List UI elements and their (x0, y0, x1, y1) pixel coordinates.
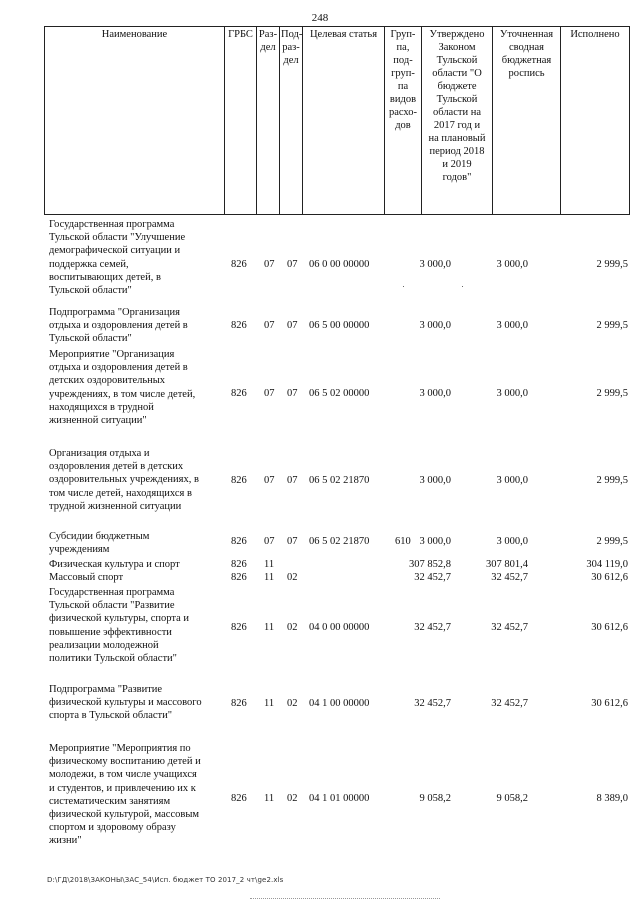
row-razdel: 11 (264, 622, 275, 633)
row-podrazdel: 07 (287, 320, 298, 331)
row-executed: 30 612,6 (591, 572, 628, 583)
row-executed: 2 999,5 (596, 475, 628, 486)
row-specified: 32 452,7 (491, 698, 528, 709)
row-razdel: 07 (264, 388, 275, 399)
row-name: Организация отдыха и оздоровления детей в детских оздоровительных учреждениях, в том числе детей, находящихся в трудной жизненной ситуации (49, 448, 199, 512)
row-name: Мероприятие "Мероприятия по физическому воспитанию детей и молодежи, в том числе учащихся и студентов, и привлечению их к систематическим занятиям физической культурой, массовым спортом и здоровому образу жизни" (49, 743, 201, 847)
row-razdel: 11 (264, 793, 275, 804)
row-razdel: 11 (264, 559, 275, 570)
row-podrazdel: 07 (287, 536, 298, 547)
row-specified: 307 801,4 (486, 559, 528, 570)
row-executed: 2 999,5 (596, 259, 628, 270)
scan-edge-noise (250, 898, 440, 901)
row-approved: 3 000,0 (419, 388, 451, 399)
row-grbs: 826 (231, 475, 247, 486)
row-celevaya: 06 5 02 21870 (309, 536, 370, 547)
row-approved: 32 452,7 (414, 572, 451, 583)
row-grbs: 826 (231, 622, 247, 633)
row-celevaya: 06 5 02 21870 (309, 475, 370, 486)
row-razdel: 07 (264, 320, 275, 331)
row-approved: 3 000,0 (419, 320, 451, 331)
row-grbs: 826 (231, 559, 247, 570)
row-podrazdel: 07 (287, 259, 298, 270)
row-grbs: 826 (231, 320, 247, 331)
row-podrazdel: 02 (287, 793, 298, 804)
row-approved: 3 000,0 (419, 536, 451, 547)
scan-speck (403, 286, 404, 287)
row-specified: 9 058,2 (496, 793, 528, 804)
row-approved: 32 452,7 (414, 622, 451, 633)
header-executed: Исполнено (561, 27, 630, 215)
header-vid-rashodov: Груп- па, под- груп- па видов расхо- дов (385, 27, 422, 215)
row-name: Массовый спорт (49, 572, 124, 583)
row-approved: 3 000,0 (419, 259, 451, 270)
row-specified: 3 000,0 (496, 320, 528, 331)
row-razdel: 11 (264, 572, 275, 583)
page-number: 248 (311, 12, 329, 24)
row-razdel: 07 (264, 259, 275, 270)
row-grbs: 826 (231, 259, 247, 270)
header-celevaya-statya: Целевая статья (303, 27, 385, 215)
row-approved: 32 452,7 (414, 698, 451, 709)
row-celevaya: 04 1 01 00000 (309, 793, 370, 804)
row-name: Государственная программа Тульской области "Развитие физической культуры, спорта и повышение эффективности реализации молодежной политики Тульской области" (49, 587, 190, 665)
row-celevaya: 06 5 00 00000 (309, 320, 370, 331)
row-grbs: 826 (231, 698, 247, 709)
row-executed: 2 999,5 (596, 388, 628, 399)
row-executed: 30 612,6 (591, 698, 628, 709)
row-approved: 307 852,8 (409, 559, 451, 570)
row-name: Субсидии бюджетным учреждениям (49, 531, 150, 556)
row-grbs: 826 (231, 793, 247, 804)
row-podrazdel: 02 (287, 572, 298, 583)
row-executed: 30 612,6 (591, 622, 628, 633)
row-name: Государственная программа Тульской области "Улучшение демографической ситуации и поддержка семей, воспитывающих детей, в Тульской области" (49, 219, 186, 297)
row-celevaya: 06 0 00 00000 (309, 259, 370, 270)
header-grbs: ГРБС (225, 27, 257, 215)
row-razdel: 07 (264, 536, 275, 547)
row-razdel: 11 (264, 698, 275, 709)
header-approved: Утверждено Законом Тульской области "О бюджете Тульской области на 2017 год и на плановый период 2018 и 2019 годов" (422, 27, 493, 215)
row-name: Физическая культура и спорт (49, 559, 180, 570)
row-podrazdel: 07 (287, 475, 298, 486)
row-specified: 3 000,0 (496, 259, 528, 270)
row-specified: 3 000,0 (496, 536, 528, 547)
row-name: Подпрограмма "Развитие физической культуры и массового спорта в Тульской области" (49, 684, 202, 722)
header-name: Наименование (45, 27, 225, 215)
row-executed: 2 999,5 (596, 320, 628, 331)
row-grbs: 826 (231, 572, 247, 583)
row-vid: 610 (395, 536, 411, 547)
row-celevaya: 04 1 00 00000 (309, 698, 370, 709)
row-podrazdel: 02 (287, 698, 298, 709)
row-specified: 3 000,0 (496, 388, 528, 399)
row-celevaya: 04 0 00 00000 (309, 622, 370, 633)
row-specified: 32 452,7 (491, 622, 528, 633)
header-specified: Уточненная сводная бюджетная роспись (493, 27, 561, 215)
row-name: Подпрограмма "Организация отдыха и оздоровления детей в Тульской области" (49, 307, 188, 345)
row-razdel: 07 (264, 475, 275, 486)
row-executed: 2 999,5 (596, 536, 628, 547)
row-approved: 9 058,2 (419, 793, 451, 804)
row-celevaya: 06 5 02 00000 (309, 388, 370, 399)
header-podrazdel: Под- раз- дел (280, 27, 303, 215)
row-specified: 3 000,0 (496, 475, 528, 486)
row-name: Мероприятие "Организация отдыха и оздоровления детей в детских оздоровительных учреждениях, в том числе детей, находящихся в трудной жизненной ситуации" (49, 349, 196, 427)
scan-speck (462, 286, 463, 287)
row-podrazdel: 02 (287, 622, 298, 633)
header-razdel: Раз- дел (257, 27, 280, 215)
row-executed: 8 389,0 (596, 793, 628, 804)
row-approved: 3 000,0 (419, 475, 451, 486)
row-grbs: 826 (231, 388, 247, 399)
row-podrazdel: 07 (287, 388, 298, 399)
row-grbs: 826 (231, 536, 247, 547)
row-specified: 32 452,7 (491, 572, 528, 583)
file-path-footer: D:\ГД\2018\ЗАКОНЫ\ЗАС_54\Исп. бюджет ТО 2017_2 чт\ge2.xls (47, 876, 284, 884)
row-executed: 304 119,0 (586, 559, 628, 570)
